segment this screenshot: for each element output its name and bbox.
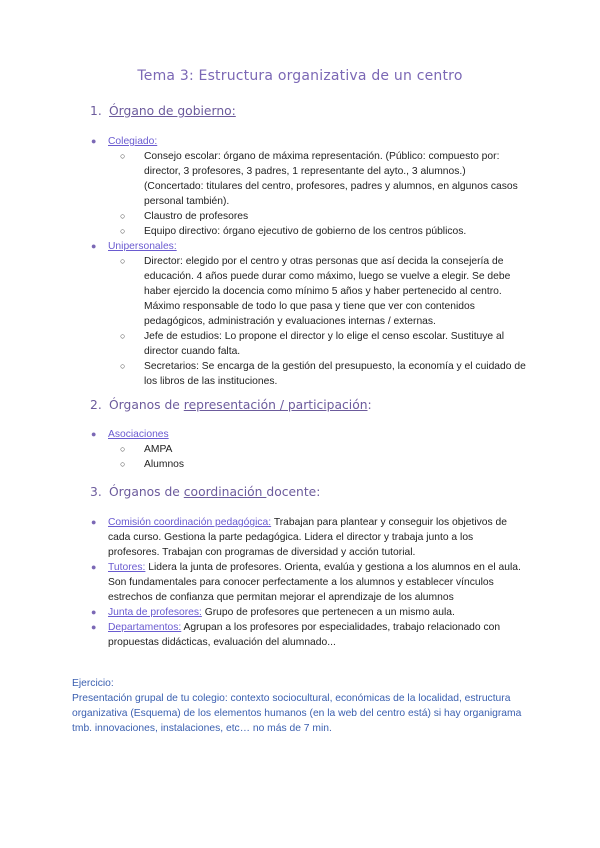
asociaciones-sublist	[108, 442, 526, 472]
colegiado-sublist	[108, 149, 526, 239]
section-1-title: Órgano de gobierno:	[109, 104, 236, 118]
list-item-colegiado	[90, 134, 526, 239]
bullet-icon: ●	[91, 517, 97, 527]
junta-link[interactable]: Junta de profesores:	[108, 607, 202, 618]
colegiado-link[interactable]: Colegiado:	[108, 136, 158, 147]
bullet-icon: ●	[91, 136, 97, 146]
circle-bullet-icon: ○	[120, 256, 126, 266]
circle-bullet-icon: ○	[120, 211, 126, 221]
bullet-icon: ●	[91, 562, 97, 572]
bullet-icon: ●	[91, 607, 97, 617]
sub-list-item	[120, 149, 526, 209]
ampa-text: AMPA	[144, 444, 173, 455]
unipersonales-link[interactable]: Unipersonales:	[108, 241, 177, 252]
list-item-tutores	[90, 560, 526, 605]
alumnos-text: Alumnos	[144, 459, 185, 470]
tutores-link[interactable]: Tutores:	[108, 562, 146, 573]
sub-list-item	[120, 442, 526, 457]
circle-bullet-icon: ○	[120, 444, 126, 454]
bullet-icon: ●	[91, 241, 97, 251]
sub-list-item	[120, 254, 526, 329]
section-2-list	[90, 427, 526, 472]
page-title: Tema 3: Estructura organizativa de un centro	[137, 68, 463, 84]
exercise-heading: Ejercicio:	[72, 678, 114, 689]
section-1-number: 1.	[90, 104, 102, 118]
comision-link[interactable]: Comisión coordinación pedagógica:	[108, 517, 272, 528]
list-item-unipersonales	[90, 239, 526, 389]
tutores-text: Lidera la junta de profesores. Orienta, evalúa y gestiona a los alumnos en el aula. Son fundamentales para conocer perfectamente a los alumnos y establecer vínculos estrechos de confianza que permitan mejorar el aprendizaje de los alumnos	[108, 562, 521, 603]
sub-list-item	[120, 359, 526, 389]
bullet-icon: ●	[91, 429, 97, 439]
section-2-title-post: :	[367, 398, 372, 412]
claustro-text: Claustro de profesores	[144, 211, 249, 222]
list-item-junta	[90, 605, 526, 620]
section-3-heading	[90, 485, 320, 499]
section-3-number: 3.	[90, 485, 102, 499]
sub-list-item	[120, 329, 526, 359]
secretarios-text: Secretarios: Se encarga de la gestión del presupuesto, la economía y el cuidado de los libros de las instituciones.	[144, 361, 526, 387]
section-2-title-link[interactable]: representación / participación	[183, 398, 368, 412]
circle-bullet-icon: ○	[120, 226, 126, 236]
circle-bullet-icon: ○	[120, 361, 126, 371]
list-item-departamentos	[90, 620, 526, 650]
circle-bullet-icon: ○	[120, 331, 126, 341]
exercise-text: Presentación grupal de tu colegio: contexto sociocultural, económicas de la localidad, estructura organizativa (Esquema) de los elementos humanos (en la web del centro está) si hay organigrama tmb. innovaciones, instalaciones, etc… no más de 7 min.	[72, 693, 522, 734]
section-2-heading	[90, 398, 372, 412]
departamentos-text: Agrupan a los profesores por especialidades, trabajo relacionado con propuestas didácticas, evaluación del alumnado...	[108, 622, 501, 648]
list-item-comision	[90, 515, 526, 560]
consejo-escolar-text: Consejo escolar: órgano de máxima representación. (Público: compuesto por: director, 3 profesores, 3 padres, 1 representante del ayto., 3 alumnos.) (Concertado: titulares del centro, profesores, padres y alumnos, en algunos casos personal también).	[144, 151, 518, 207]
section-3-title-link[interactable]: coordinación	[183, 485, 267, 499]
junta-text: Grupo de profesores que pertenecen a un mismo aula.	[201, 607, 455, 618]
section-2-title-pre: Órganos de	[109, 398, 184, 412]
section-3-list	[90, 515, 526, 650]
departamentos-link[interactable]: Departamentos:	[108, 622, 182, 633]
director-text: Director: elegido por el centro y otras personas que así decida la consejería de educación. 4 años puede durar como máximo, luego se vuelve a elegir. Se debe haber ejercido la docencia como mínimo 5 años y haber pertenecido al centro. Máximo responsable de todo lo que pasa y tiene que ver con contenidos pedagógicos, administración y evaluaciones internas / externas.	[144, 256, 511, 327]
asociaciones-link[interactable]: Asociaciones	[108, 429, 169, 440]
exercise-block	[72, 676, 532, 736]
section-1-list	[90, 134, 526, 389]
circle-bullet-icon: ○	[120, 151, 126, 161]
sub-list-item	[120, 224, 526, 239]
unipersonales-sublist	[108, 254, 526, 389]
sub-list-item	[120, 209, 526, 224]
jefe-estudios-text: Jefe de estudios: Lo propone el director y lo elige el censo escolar. Sustituye al director cuando falta.	[144, 331, 505, 357]
comision-text: Trabajan para plantear y conseguir los objetivos de cada curso. Gestiona la parte pedagógica. Lidera el director y trabaja junto a los profesores. Trabajan con programas de diversidad y acción tutorial.	[108, 517, 507, 558]
sub-list-item	[120, 457, 526, 472]
equipo-directivo-text: Equipo directivo: órgano ejecutivo de gobierno de los centros públicos.	[144, 226, 467, 237]
section-3-title-post: docente:	[266, 485, 321, 499]
circle-bullet-icon: ○	[120, 459, 126, 469]
bullet-icon: ●	[91, 622, 97, 632]
section-1-heading	[90, 104, 236, 118]
section-3-title-pre: Órganos de	[109, 485, 184, 499]
section-2-number: 2.	[90, 398, 102, 412]
list-item-asociaciones	[90, 427, 526, 472]
